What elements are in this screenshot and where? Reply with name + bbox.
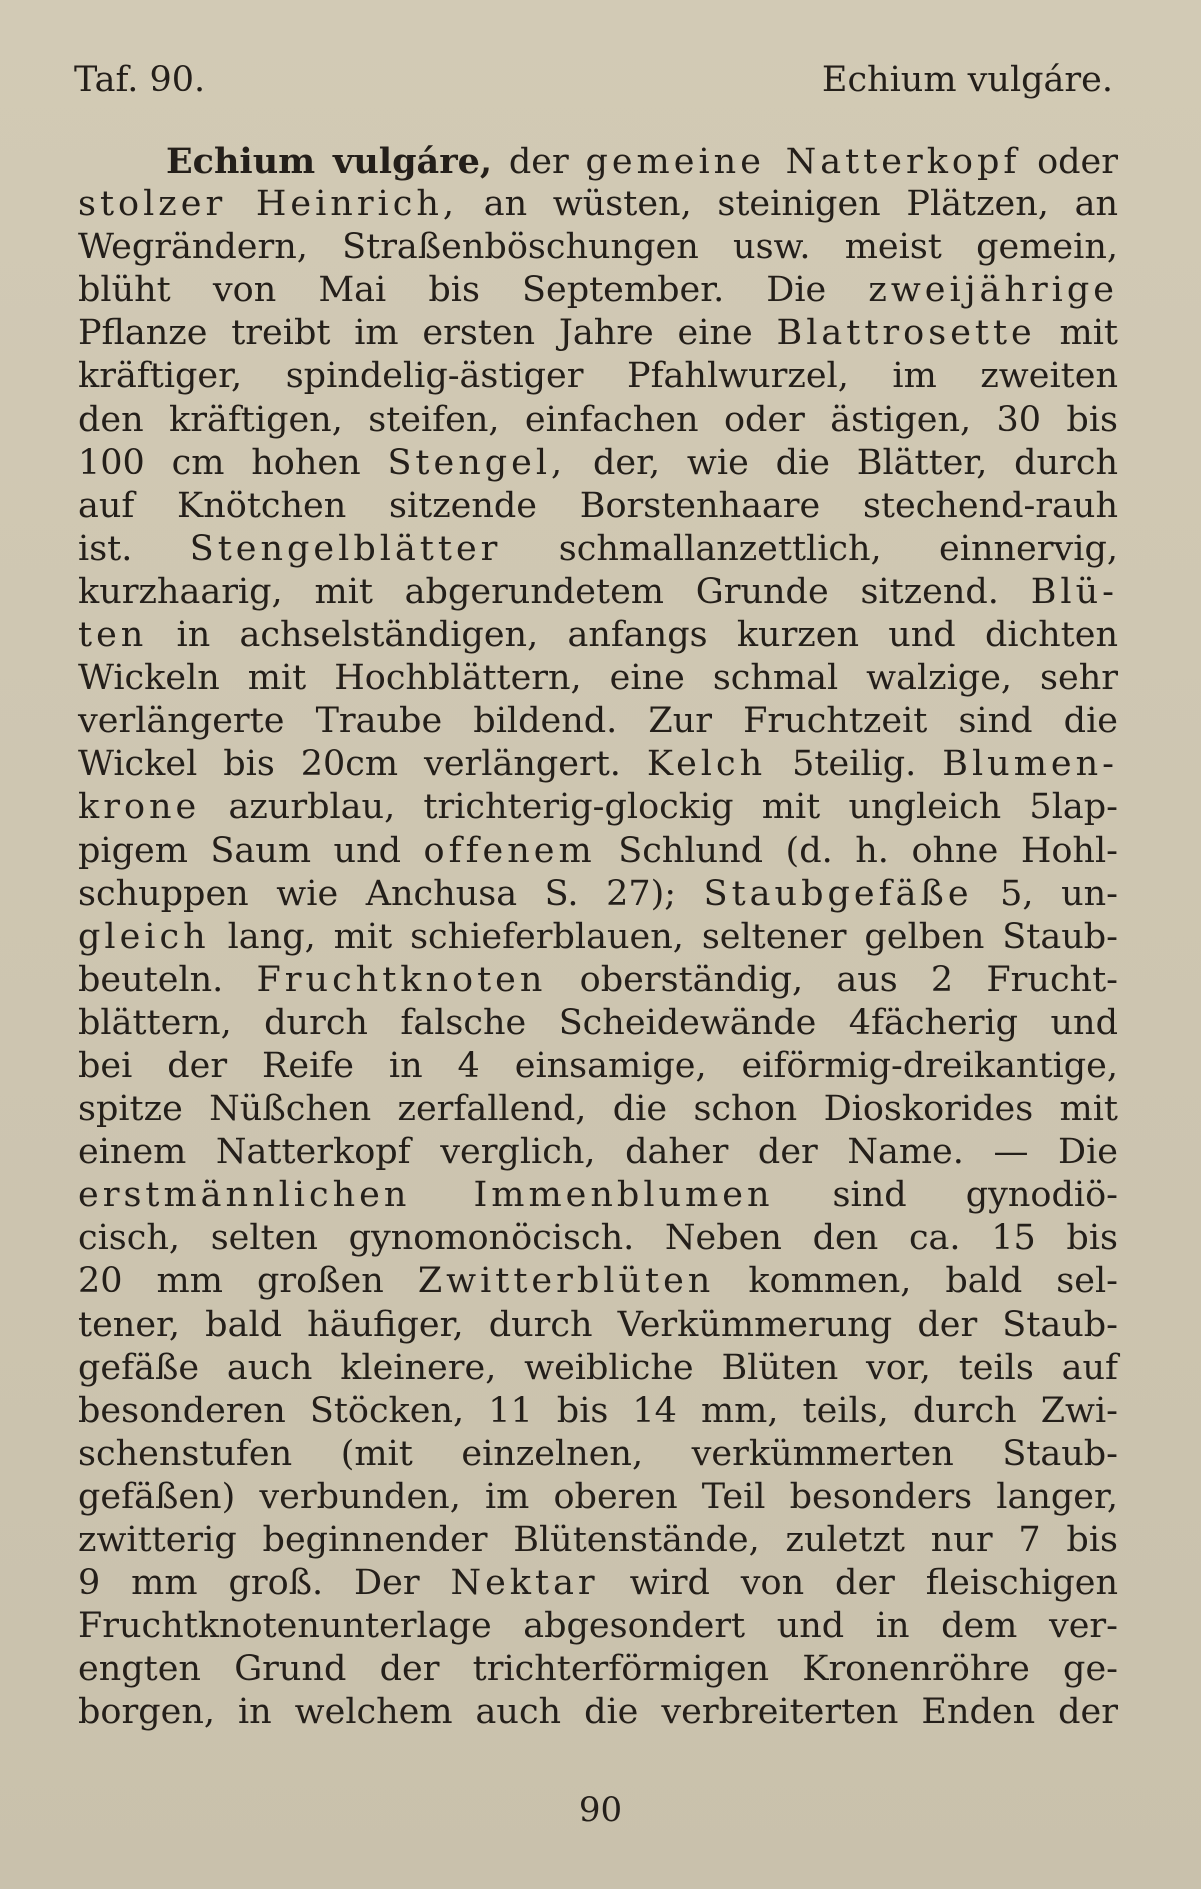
emphasized-term: Stengelblätter [189, 528, 502, 569]
emphasized-term: Kelch [646, 744, 767, 785]
emphasized-term: Blumen- [942, 744, 1118, 785]
text-line [78, 1691, 1118, 1734]
running-title: Echium vulgáre. [821, 60, 1113, 100]
text-line [78, 399, 1118, 442]
emphasized-term: gleich [78, 916, 210, 957]
text-run: blättern, durch falsche Scheidewände 4fächerig und [78, 1002, 1118, 1043]
text-run: zwitterig beginnender Blütenstände, zuletzt nur 7 bis [78, 1520, 1118, 1560]
text-run: ist. [78, 528, 190, 569]
text-line [78, 1217, 1118, 1260]
text-run: Wegrändern, Straßenböschungen usw. meist gemein, [78, 227, 1118, 268]
emphasized-term: offenem [423, 830, 596, 871]
text-line [78, 183, 1118, 226]
text-line [78, 1304, 1118, 1347]
plate-number: Taf. 90. [74, 60, 206, 100]
page-number: 90 [578, 1790, 623, 1830]
text-line [78, 786, 1118, 829]
emphasized-term: Blü- [1030, 571, 1118, 612]
text-line [78, 269, 1118, 312]
text-line [78, 1390, 1118, 1433]
emphasized-term: ten [78, 615, 148, 656]
text-line [78, 312, 1118, 355]
text-run: sind gynodiö- [773, 1175, 1119, 1216]
text-run: gefäßen) verbunden, im oberen Teil besonders langer, [78, 1476, 1118, 1517]
text-run: einem Natterkopf verglich, daher der Name. — Die [78, 1132, 1118, 1173]
text-run: wird von der fleischigen [598, 1563, 1118, 1604]
text-run: an wüsten, steinigen Plätzen, an [458, 184, 1118, 225]
text-run: kurzhaarig, mit abgerundetem Grunde sitzend. [78, 571, 1031, 612]
text-run: cisch, selten gynomonöcisch. Neben den ca. 15 bis [78, 1218, 1118, 1259]
body-paragraph [78, 140, 1118, 1734]
text-run: bei der Reife in 4 einsamige, eiförmig-dreikantige, [78, 1045, 1118, 1086]
emphasized-term: krone [78, 787, 201, 828]
text-line [78, 1562, 1118, 1605]
text-line [78, 1045, 1118, 1088]
text-line [78, 226, 1118, 269]
text-line [78, 1648, 1118, 1691]
text-run: 20 mm großen [78, 1261, 418, 1302]
text-line [78, 1174, 1118, 1217]
text-line [78, 1347, 1118, 1390]
text-run: 100 cm hohen [78, 442, 388, 483]
text-run: blüht von Mai bis September. Die [78, 270, 869, 311]
text-line [78, 830, 1118, 873]
text-line [78, 485, 1118, 528]
text-run: oberständig, aus 2 Frucht- [546, 959, 1118, 1000]
text-run: der, wie die Blätter, durch [566, 442, 1118, 483]
emphasized-term: gemeine Natterkopf [585, 142, 1021, 182]
text-run: tener, bald häufiger, durch Verkümmerung der Staub- [78, 1304, 1118, 1345]
text-line [78, 442, 1118, 485]
emphasized-term: erstmännlichen Immenblumen [78, 1175, 774, 1216]
text-run: 5teilig. [766, 744, 943, 785]
text-run: 5, un- [972, 873, 1118, 914]
text-line [78, 1605, 1118, 1648]
running-header [74, 58, 1113, 102]
text-line [78, 743, 1118, 786]
text-line [78, 1519, 1118, 1562]
text-run: verlängerte Traube bildend. Zur Fruchtzeit sind die [78, 701, 1118, 742]
text-run: beuteln. [78, 959, 257, 1000]
emphasized-term: Staubgefäße [703, 873, 973, 914]
text-line [78, 1131, 1118, 1174]
text-run: Fruchtknotenunterlage abgesondert und in dem ver- [78, 1606, 1118, 1647]
text-run: besonderen Stöcken, 11 bis 14 mm, teils, durch Zwi- [78, 1390, 1118, 1431]
text-run: schmallanzettlich, einnervig, [501, 528, 1118, 569]
text-run: schenstufen (mit einzelnen, verkümmerten Staub- [78, 1433, 1118, 1474]
text-run: 9 mm groß. Der [78, 1563, 451, 1604]
text-run: mit [1035, 313, 1118, 354]
emphasized-term: Blattrosette [776, 313, 1036, 354]
text-line [78, 700, 1118, 743]
text-line [78, 1088, 1118, 1131]
emphasized-term: zweijährige [868, 270, 1118, 311]
text-run: den kräftigen, steifen, einfachen oder ästigen, 30 bis [78, 399, 1118, 440]
emphasized-term: Nektar [450, 1563, 599, 1604]
text-line [78, 355, 1118, 398]
text-line [78, 1260, 1118, 1303]
emphasized-term: Zwitterblüten [417, 1261, 715, 1302]
species-name: Echium vulgáre, [166, 141, 493, 182]
text-run: engten Grund der trichterförmigen Kronenröhre ge- [78, 1649, 1118, 1690]
text-run: Wickeln mit Hochblättern, eine schmal walzige, sehr [78, 658, 1118, 699]
text-run: kommen, bald sel- [714, 1261, 1118, 1302]
text-run: Pflanze treibt im ersten Jahre eine [78, 313, 777, 354]
text-run: Schlund (d. h. ohne Hohl- [595, 830, 1118, 871]
emphasized-term: Fruchtknoten [256, 959, 547, 1000]
text-line [78, 140, 1118, 183]
text-line [78, 1002, 1118, 1045]
text-line [78, 614, 1118, 657]
text-run: azurblau, trichterig-glockig mit ungleich 5lap- [200, 787, 1118, 828]
emphasized-term: stolzer Heinrich, [78, 184, 459, 225]
text-run: lang, mit schieferblauen, seltener gelben Staub- [209, 916, 1118, 957]
text-line [78, 873, 1118, 916]
text-line [78, 657, 1118, 700]
text-run: oder [1020, 142, 1118, 182]
text-line [78, 1433, 1118, 1476]
text-line [78, 1476, 1118, 1519]
text-run: borgen, in welchem auch die verbreiterten Enden der [78, 1692, 1118, 1733]
text-line [78, 959, 1118, 1002]
text-run: in achselständigen, anfangs kurzen und dichten [147, 615, 1118, 656]
text-line [78, 916, 1118, 959]
text-run: kräftiger, spindelig-ästiger Pfahlwurzel, im zweiten [78, 356, 1118, 397]
text-run: schuppen wie Anchusa S. 27); [78, 873, 704, 914]
text-run: spitze Nüßchen zerfallend, die schon Dioskorides mit [78, 1089, 1118, 1130]
emphasized-term: Stengel, [387, 442, 567, 483]
text-line [78, 528, 1118, 571]
text-run: gefäße auch kleinere, weibliche Blüten vor, teils auf [78, 1347, 1118, 1388]
text-run: auf Knötchen sitzende Borstenhaare stechend-rauh [78, 485, 1118, 526]
text-run: pigem Saum und [78, 830, 424, 871]
text-run: Wickel bis 20cm verlängert. [78, 744, 647, 785]
text-line [78, 571, 1118, 614]
text-run: der [492, 142, 586, 182]
